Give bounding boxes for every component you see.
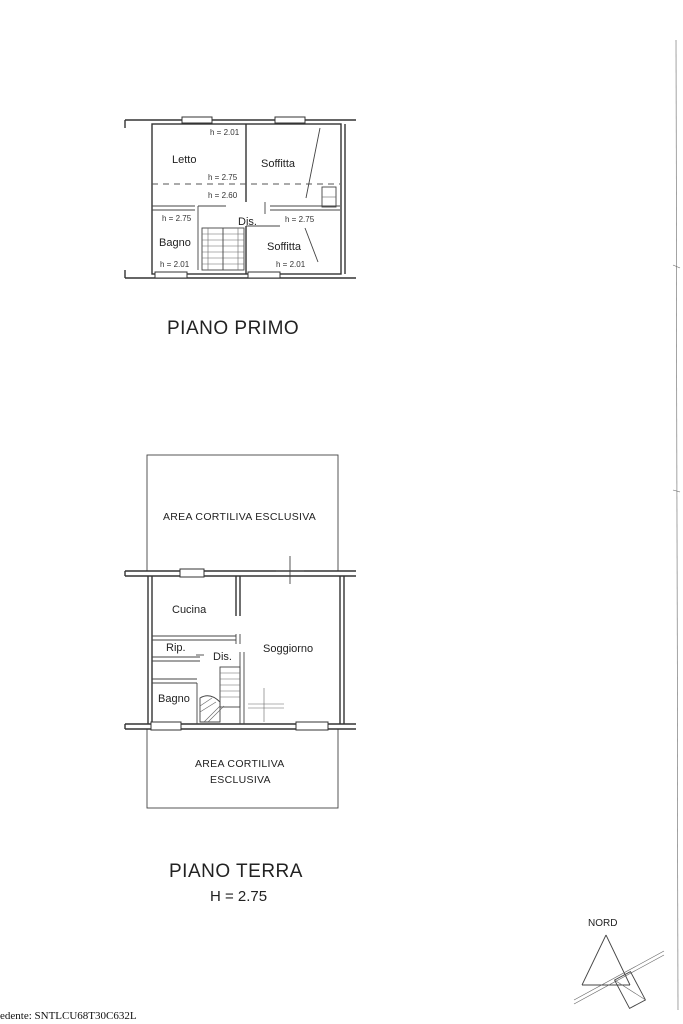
ground-floor-height: H = 2.75: [210, 888, 268, 905]
courtyard-bottom-label-1: AREA CORTILIVA: [195, 758, 285, 770]
room-label-soffitta-top: Soffitta: [261, 158, 296, 170]
north-arrow-icon: [574, 935, 664, 1008]
ground-floor-plan: [125, 455, 356, 808]
height-label: h = 2.75: [162, 214, 192, 223]
room-label-letto: Letto: [172, 154, 197, 166]
room-label-soggiorno: Soggiorno: [263, 643, 314, 655]
footer-text: edente: SNTLCU68T30C632L: [0, 1010, 137, 1022]
first-floor-plan: [125, 117, 356, 278]
courtyard-top-label: AREA CORTILIVA ESCLUSIVA: [163, 511, 317, 523]
window: [182, 117, 212, 123]
first-floor-title: PIANO PRIMO: [167, 318, 300, 339]
room-label-bagno: Bagno: [159, 237, 191, 249]
staircase: [202, 228, 244, 270]
window: [155, 272, 187, 278]
north-label: NORD: [588, 918, 618, 929]
height-label: h = 2.01: [210, 128, 240, 137]
window: [275, 117, 305, 123]
room-label-cucina: Cucina: [172, 604, 207, 616]
room-label-dis: Dis.: [238, 216, 257, 228]
height-label: h = 2.01: [160, 260, 190, 269]
room-label-soffitta-bottom: Soffitta: [267, 241, 302, 253]
room-label-dis: Dis.: [213, 651, 232, 663]
window: [296, 722, 328, 730]
room-label-bagno: Bagno: [158, 693, 190, 705]
room-label-rip: Rip.: [166, 642, 186, 654]
window: [248, 272, 280, 278]
height-label: h = 2.60: [208, 191, 238, 200]
window: [151, 722, 181, 730]
courtyard-bottom-label-2: ESCLUSIVA: [210, 774, 271, 786]
staircase: [200, 667, 240, 722]
ground-floor-title: PIANO TERRA: [169, 861, 303, 882]
height-label: h = 2.01: [276, 260, 306, 269]
height-label: h = 2.75: [208, 173, 238, 182]
height-label: h = 2.75: [285, 215, 315, 224]
page-edge-lines: [673, 40, 680, 1010]
window: [180, 569, 204, 577]
